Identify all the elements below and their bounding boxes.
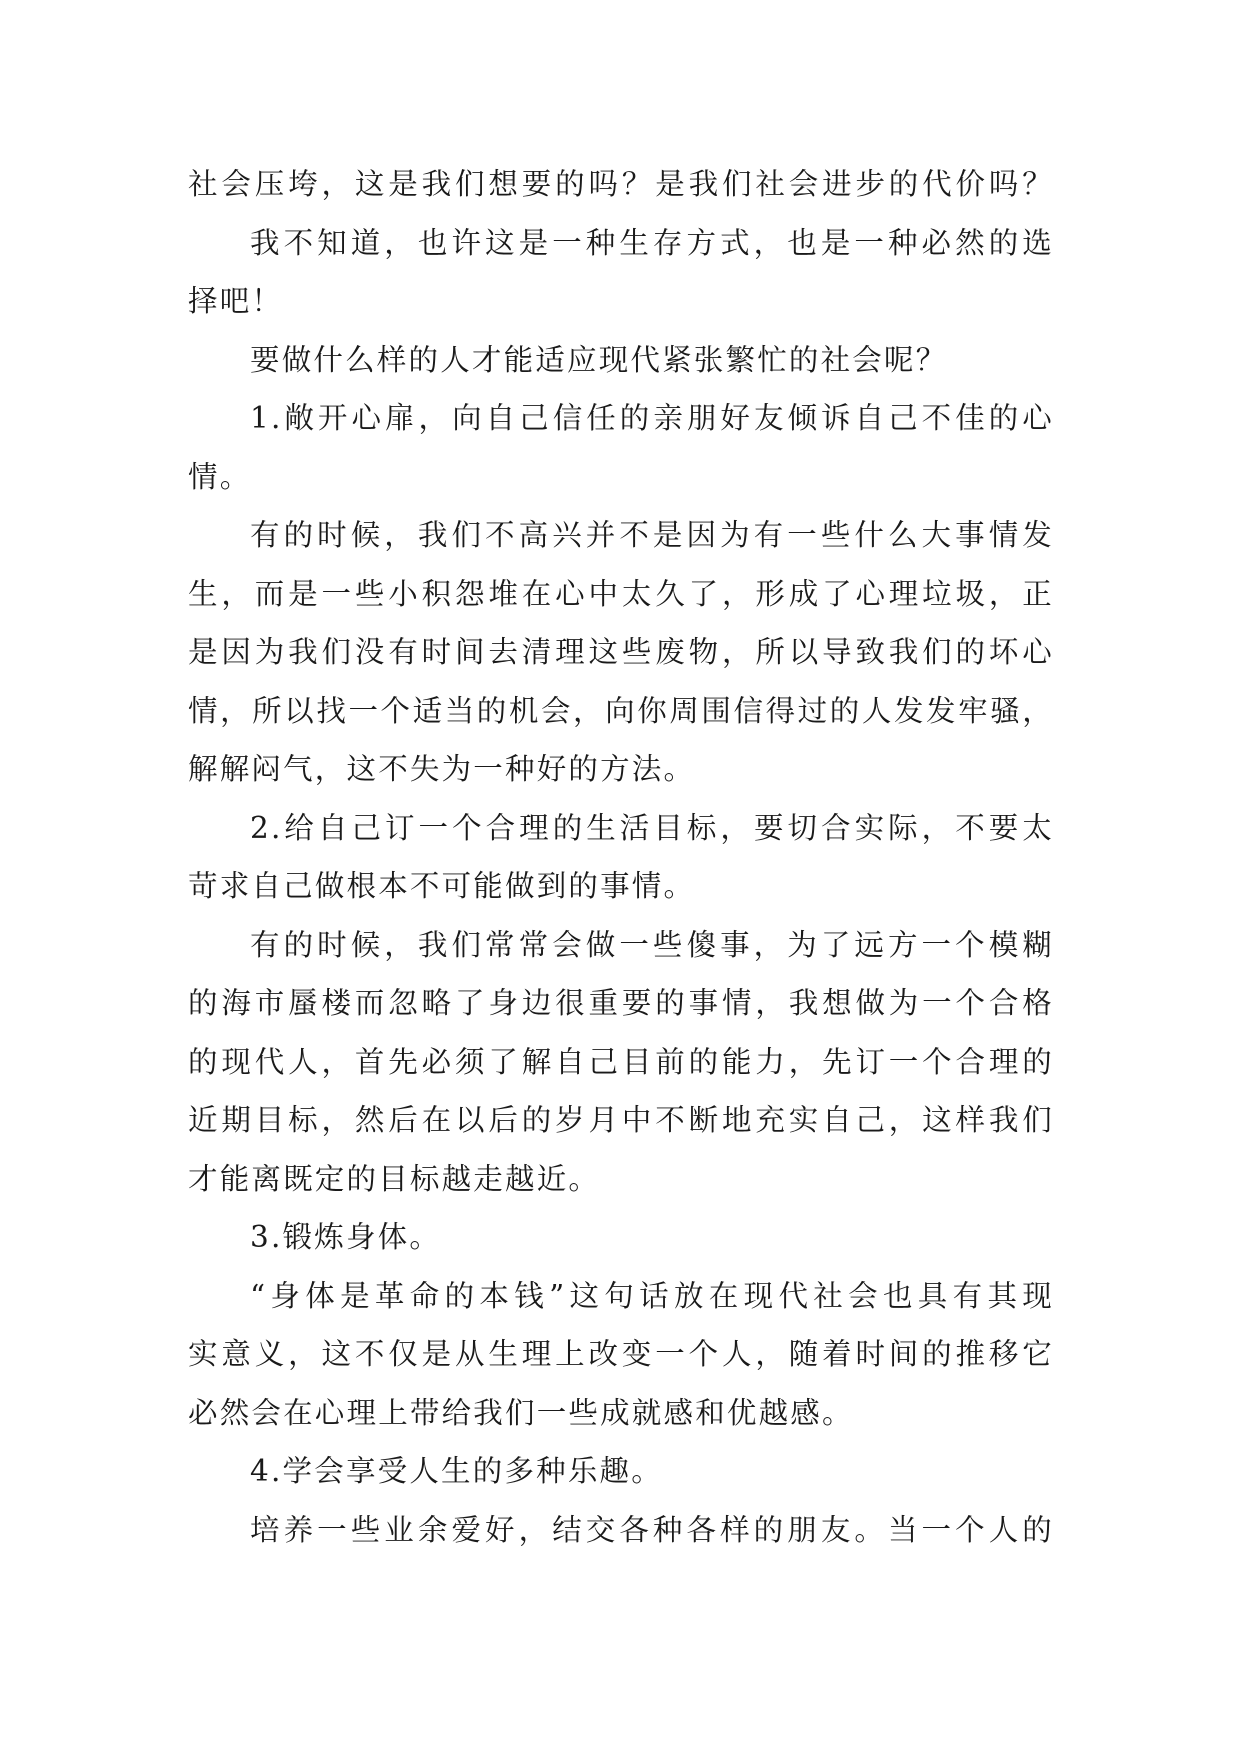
text-line: 4.学会享受人生的多种乐趣。	[250, 1454, 663, 1488]
text-line: 解解闷气，这不失为一种好的方法。	[188, 752, 696, 786]
text-line: 2.给自己订一个合理的生活目标，要切合实际，不要太	[250, 810, 1054, 845]
text-line: 1.敞开心扉，向自己信任的亲朋好友倾诉自己不佳的心	[250, 401, 1054, 435]
body-text	[188, 155, 1054, 1559]
text-line: 实意义，这不仅是从生理上改变一个人，随着时间的推移它	[188, 1337, 1054, 1371]
text-line: “身体是革命的本钱”这句话放在现代社会也具有其现	[250, 1278, 1054, 1313]
text-line: 要做什么样的人才能适应现代紧张繁忙的社会呢？	[250, 342, 948, 377]
text-line: 有的时候，我们常常会做一些傻事，为了远方一个模糊	[250, 927, 1054, 962]
text-line: 苛求自己做根本不可能做到的事情。	[188, 869, 696, 903]
text-line: 我不知道，也许这是一种生存方式，也是一种必然的选	[250, 225, 1054, 260]
text-line: 3.锻炼身体。	[250, 1220, 442, 1254]
text-line: 近期目标，然后在以后的岁月中不断地充实自己，这样我们	[188, 1103, 1054, 1137]
text-line: 才能离既定的目标越走越近。	[188, 1161, 601, 1196]
text-line: 社会压垮，这是我们想要的吗？是我们社会进步的代价吗？	[188, 167, 1054, 201]
text-line: 的现代人，首先必须了解自己目前的能力，先订一个合理的	[188, 1044, 1054, 1079]
text-line: 的海市蜃楼而忽略了身边很重要的事情，我想做为一个合格	[188, 986, 1054, 1020]
text-line: 培养一些业余爱好，结交各种各样的朋友。当一个人的	[250, 1512, 1054, 1547]
text-line: 生，而是一些小积怨堆在心中太久了，形成了心理垃圾，正	[188, 576, 1054, 611]
text-line: 情。	[188, 459, 252, 494]
text-line: 是因为我们没有时间去清理这些废物，所以导致我们的坏心	[188, 635, 1054, 669]
text-line: 情，所以找一个适当的机会，向你周围信得过的人发发牢骚，	[188, 693, 1054, 728]
text-line: 择吧！	[188, 284, 284, 318]
text-line: 必然会在心理上带给我们一些成就感和优越感。	[188, 1395, 854, 1430]
text-line: 有的时候，我们不高兴并不是因为有一些什么大事情发	[250, 518, 1054, 552]
